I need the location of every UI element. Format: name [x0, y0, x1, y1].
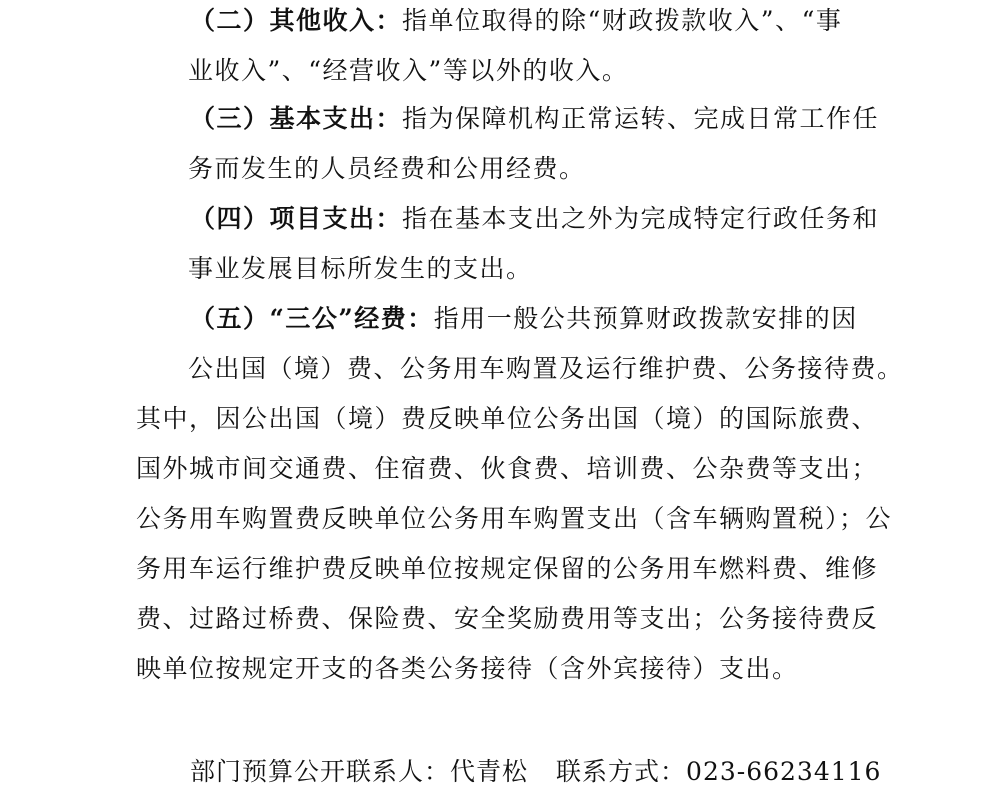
definition-three-public: 指用一般公共预算财政拨款安排的因 [433, 304, 858, 333]
paragraph-line: 公务用车购置费反映单位公务用车购置支出（含车辆购置税）；公 [136, 504, 893, 533]
item-project-expenditure-line1 [190, 204, 879, 234]
contact-phone: 023-66234116 [686, 757, 882, 786]
paragraph-line: 务用车运行维护费反映单位按规定保留的公务用车燃料费、维修 [136, 554, 879, 583]
definition-other-income: 指单位取得的除“财政拨款收入”、“事 [402, 6, 843, 35]
item-other-income-line1 [190, 6, 842, 36]
definition-project-expenditure: 指在基本支出之外为完成特定行政任务和 [402, 204, 880, 233]
item-basic-expenditure-line1 [190, 104, 879, 134]
term-three-public: （五）“三公”经费： [190, 304, 434, 333]
item-other-income-line2: 业收入”、“经营收入”等以外的收入。 [188, 56, 629, 85]
contact-line [190, 757, 881, 787]
definition-basic-expenditure: 指为保障机构正常运转、完成日常工作任 [402, 104, 880, 133]
term-basic-expenditure: （三）基本支出： [190, 104, 403, 133]
paragraph-line: 费、过路过桥费、保险费、安全奖励费用等支出；公务接待费反 [136, 604, 879, 633]
term-other-income: （二）其他收入： [190, 6, 403, 35]
item-three-public-line1 [190, 304, 858, 334]
paragraph-line: 国外城市间交通费、住宿费、伙食费、培训费、公杂费等支出； [136, 454, 879, 483]
contact-method-label: 联系方式： [556, 757, 687, 786]
paragraph-line: 其中，因公出国（境）费反映单位公务出国（境）的国际旅费、 [136, 404, 879, 433]
contact-person-name: 代青松 [450, 757, 529, 786]
item-project-expenditure-line2: 事业发展目标所发生的支出。 [188, 254, 533, 283]
term-project-expenditure: （四）项目支出： [190, 204, 403, 233]
item-basic-expenditure-line2: 务而发生的人员经费和公用经费。 [188, 154, 586, 183]
paragraph-line: 映单位按规定开支的各类公务接待（含外宾接待）支出。 [136, 654, 799, 683]
contact-person-label: 部门预算公开联系人： [190, 757, 451, 786]
item-three-public-line2: 公出国（境）费、公务用车购置及运行维护费、公务接待费。 [188, 354, 904, 383]
